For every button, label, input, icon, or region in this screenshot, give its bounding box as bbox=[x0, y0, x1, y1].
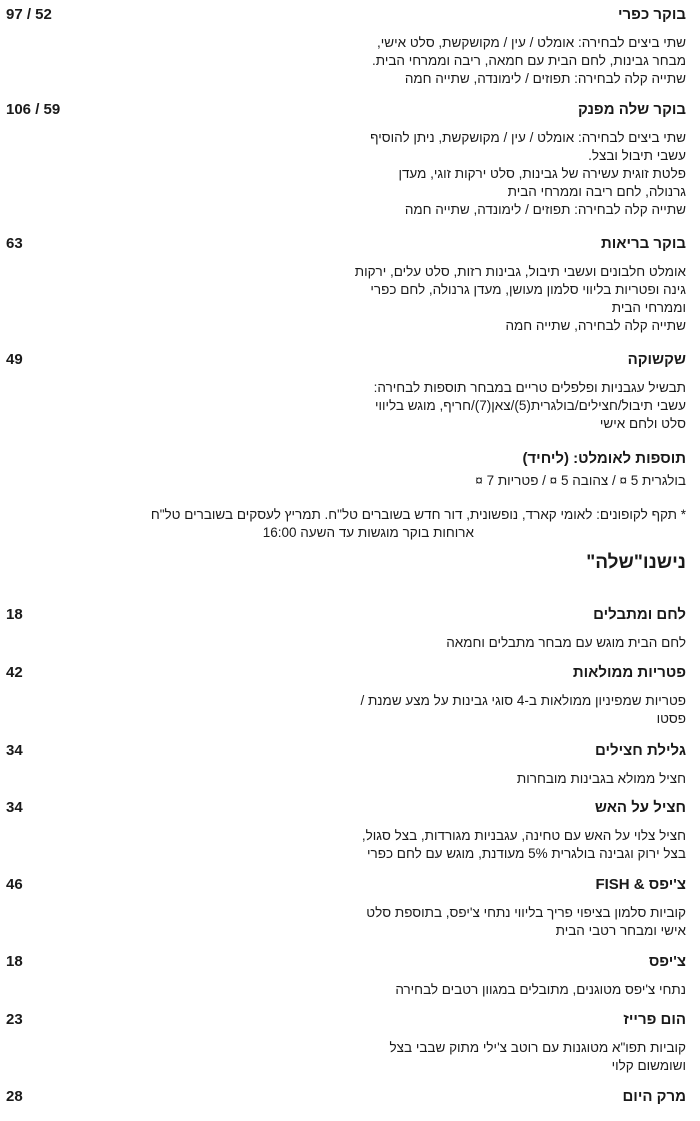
item-description bbox=[286, 634, 686, 652]
description-line: גרנולה, לחם ריבה וממרחי הבית bbox=[507, 184, 686, 199]
description-line: קוביות סלמון בציפוי פריך בליווי נתחי צ'יפס, בתוספת סלט bbox=[366, 905, 686, 920]
description-line: אישי ומבחר רטבי הבית bbox=[555, 923, 686, 938]
menu-item-eggplant-roll bbox=[0, 740, 700, 786]
menu-item-grilled-eggplant bbox=[0, 797, 700, 861]
description-line: פסטו bbox=[656, 711, 686, 726]
item-price: 23 bbox=[6, 1011, 23, 1028]
item-title: צ'יפס & FISH bbox=[595, 876, 686, 893]
item-description bbox=[286, 692, 686, 728]
item-price: 46 bbox=[6, 876, 23, 893]
description-line: פלטת זוגית עשירה של גבינות, סלט ירקות זוגי, מעדן bbox=[398, 166, 686, 181]
coupon-note: * תקף לקופונים: לאומי קארד, נופשונית, דור חדש בשוברים טל"ח. תמריץ לעסקים בשוברים טל"ח bbox=[150, 507, 686, 522]
item-price: 18 bbox=[6, 606, 23, 623]
description-line: קוביות תפו"א מטוגנות עם רוטב צ'ילי מתוק שבבי בצל bbox=[389, 1040, 686, 1055]
description-line: אומלט חלבונים ועשבי תיבול, גבינות רזות, סלט עלים, ירקות bbox=[354, 264, 686, 279]
omelet-extras-title: תוספות לאומלט: (ליחיד) bbox=[522, 450, 686, 467]
description-line: חציל ממולא בגבינות מובחרות bbox=[516, 771, 686, 786]
item-description bbox=[286, 34, 686, 88]
item-price: 49 bbox=[6, 351, 23, 368]
item-price: 63 bbox=[6, 235, 23, 252]
item-price: 18 bbox=[6, 953, 23, 970]
menu-item-fish-and-chips bbox=[0, 874, 700, 938]
description-line: בצל ירוק וגבינה בולגרית 5% מעודנת, מוגש עם לחם כפרי bbox=[367, 846, 686, 861]
omelet-extras-options bbox=[286, 472, 686, 490]
menu-item-pampering-breakfast bbox=[0, 99, 700, 217]
menu-item-health-breakfast bbox=[0, 233, 700, 333]
description-line: ושומשום קלוי bbox=[611, 1058, 686, 1073]
item-description bbox=[286, 129, 686, 219]
item-title: בוקר שלה מפנק bbox=[577, 101, 686, 118]
item-description bbox=[286, 263, 686, 335]
description-line: חציל צלוי על האש עם טחינה, עגבניות מגורדות, בצל סגול, bbox=[361, 828, 686, 843]
menu-item-bread-spreads bbox=[0, 604, 700, 650]
description-line: סלט ולחם אישי bbox=[599, 416, 686, 431]
description-line: עשבי תיבול ובצל. bbox=[588, 148, 686, 163]
item-description bbox=[286, 1039, 686, 1075]
description-line: עשבי תיבול/חצילים/בולגרית(5)/צאן(7)/חריף, מוגש בליווי bbox=[374, 398, 686, 413]
menu-item-stuffed-mushrooms bbox=[0, 662, 700, 726]
description-line: שתי ביצים לבחירה: אומלט / עין / מקושקשת, ניתן להוסיף bbox=[370, 130, 686, 145]
description-line: בולגרית 5 ¤ / צהובה 5 ¤ / פטריות 7 ¤ bbox=[475, 473, 686, 488]
section-title-snacks: נישנו"שלה" bbox=[586, 552, 686, 573]
menu-item-shakshuka bbox=[0, 349, 700, 431]
menu-item-country-breakfast bbox=[0, 4, 700, 86]
item-title: פטריות ממולאות bbox=[572, 664, 686, 681]
omelet-extras bbox=[0, 448, 700, 488]
item-title: בוקר בריאות bbox=[600, 235, 686, 252]
item-title: שקשוקה bbox=[627, 351, 686, 368]
description-line: גינה ופטריות בליווי סלמון מעושן, מעדן גרנולה, לחם כפרי bbox=[370, 282, 686, 297]
item-title: חציל על האש bbox=[594, 799, 686, 816]
item-description bbox=[286, 827, 686, 863]
item-price: 106 / 59 bbox=[6, 101, 61, 118]
description-line: שתייה קלה לבחירה: תפוזים / לימונדה, שתייה חמה bbox=[404, 71, 686, 86]
description-line: שתייה קלה לבחירה: תפוזים / לימונדה, שתייה חמה bbox=[404, 202, 686, 217]
item-price: 34 bbox=[6, 799, 23, 816]
item-title: הום פרייז bbox=[623, 1011, 686, 1028]
menu-item-home-fries bbox=[0, 1009, 700, 1073]
description-line: נתחי צ'יפס מטוגנים, מתובלים במגוון רטבים לבחירה bbox=[395, 982, 686, 997]
item-title: צ'יפס bbox=[648, 953, 686, 970]
description-line: לחם הבית מוגש עם מבחר מתבלים וחמאה bbox=[446, 635, 686, 650]
item-description bbox=[286, 981, 686, 999]
item-price: 34 bbox=[6, 742, 23, 759]
item-price: 97 / 52 bbox=[6, 6, 52, 23]
menu-item-chips bbox=[0, 951, 700, 997]
item-price: 28 bbox=[6, 1088, 23, 1105]
description-line: תבשיל עגבניות ופלפלים טריים במבחר תוספות לבחירה: bbox=[373, 380, 686, 395]
breakfast-hours-note: ארוחות בוקר מוגשות עד השעה 16:00 bbox=[262, 525, 474, 540]
item-title: בוקר כפרי bbox=[618, 6, 686, 23]
item-title: לחם ומתבלים bbox=[593, 606, 686, 623]
description-line: שתייה קלה לבחירה, שתייה חמה bbox=[505, 318, 686, 333]
item-title: גלילת חצילים bbox=[595, 742, 686, 759]
item-description bbox=[286, 904, 686, 940]
item-description bbox=[286, 379, 686, 433]
item-price: 42 bbox=[6, 664, 23, 681]
item-description bbox=[286, 770, 686, 788]
description-line: שתי ביצים לבחירה: אומלט / עין / מקושקשת, סלט אישי, bbox=[377, 35, 686, 50]
description-line: מבחר גבינות, לחם הבית עם חמאה, ריבה וממרחי הבית. bbox=[372, 53, 686, 68]
item-title: מרק היום bbox=[622, 1088, 686, 1105]
description-line: פטריות שמפיניון ממולאות ב-4 סוגי גבינות על מצע שמנת / bbox=[360, 693, 686, 708]
description-line: וממרחי הבית bbox=[611, 300, 686, 315]
menu-item-soup-of-the-day bbox=[0, 1086, 700, 1110]
